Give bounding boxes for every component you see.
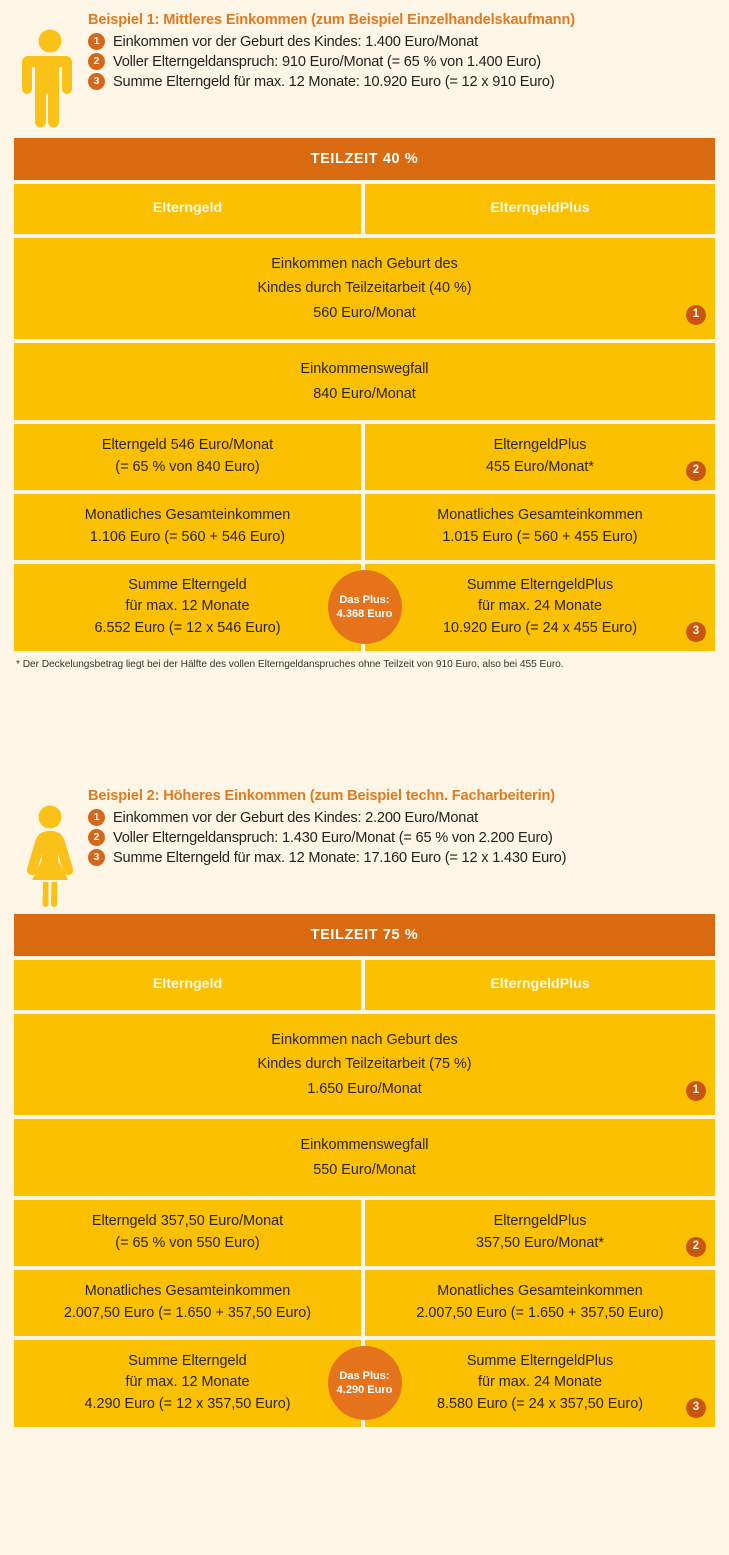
sum-elterngeldplus-line-2: für max. 24 Monate — [478, 1374, 602, 1391]
sum-elterngeld-line-2: für max. 12 Monate — [125, 1374, 250, 1391]
column-header-elterngeldplus: ElterngeldPlus — [490, 200, 590, 216]
bullet-number-badge: 2 — [88, 53, 105, 70]
income-after-birth-line-1: Einkommen nach Geburt des — [271, 255, 458, 272]
teilzeit-band: TEILZEIT 40 % — [14, 138, 715, 180]
das-plus-value: 4.368 Euro — [336, 608, 393, 621]
income-loss-amount: 550 Euro/Monat — [313, 1161, 416, 1178]
benefit-elterngeldplus-line-2: 357,50 Euro/Monat* — [475, 1234, 604, 1251]
benefit-elterngeldplus-line-1: ElterngeldPlus — [493, 437, 587, 453]
income-after-birth-line-2: Kindes durch Teilzeitarbeit (75 %) — [257, 1056, 472, 1073]
sum-elterngeldplus-line-2: für max. 24 Monate — [478, 598, 602, 615]
footnote-1: * Der Deckelungsbetrag liegt bei der Hälfte des vollen Elterngeldanspruches ohne Teilzeit von 910 Euro, also bei 455 Euro. — [16, 659, 564, 671]
example-2-header — [0, 776, 729, 914]
header-bullet-2 — [88, 829, 715, 846]
sum-elterngeldplus-cell — [365, 1340, 715, 1428]
total-monthly-label: Monatliches Gesamteinkommen — [437, 506, 643, 523]
step-marker-3: 3 — [686, 1398, 706, 1418]
benefit-elterngeld-line-2: (= 65 % von 550 Euro) — [115, 1234, 260, 1251]
header-bullet-2 — [88, 53, 715, 70]
total-monthly-row — [14, 1270, 715, 1336]
comparison-table-2 — [0, 914, 729, 1427]
footnote-2 — [0, 1427, 729, 1439]
benefit-elterngeld-cell — [14, 1200, 361, 1266]
sum-elterngeld-cell — [14, 1340, 361, 1428]
income-after-birth-row — [14, 1014, 715, 1115]
total-monthly-elterngeldplus-cell — [365, 1270, 715, 1336]
bullet-number-badge: 1 — [88, 809, 105, 826]
benefit-row — [14, 1200, 715, 1266]
sum-elterngeld-cell — [14, 564, 361, 652]
total-monthly-elterngeld-cell — [14, 1270, 361, 1336]
example-1-header — [0, 0, 729, 138]
total-monthly-elterngeld-cell — [14, 494, 361, 560]
sum-elterngeldplus-line-1: Summe ElterngeldPlus — [466, 1352, 614, 1369]
total-monthly-row — [14, 494, 715, 560]
bullet-number-badge: 3 — [88, 73, 105, 90]
comparison-table-1 — [0, 138, 729, 651]
bullet-text: Voller Elterngeldanspruch: 1.430 Euro/Monat (= 65 % von 2.200 Euro) — [113, 829, 553, 846]
step-marker-1: 1 — [686, 305, 706, 325]
example-panel-1 — [0, 0, 729, 776]
benefit-elterngeld-line-1: Elterngeld 546 Euro/Monat — [101, 437, 274, 453]
step-marker-1: 1 — [686, 1081, 706, 1101]
benefit-elterngeld-line-1: Elterngeld 357,50 Euro/Monat — [91, 1213, 284, 1229]
example-panel-2 — [0, 776, 729, 1555]
benefit-elterngeld-line-2: (= 65 % von 840 Euro) — [115, 458, 260, 475]
header-bullet-1 — [88, 809, 715, 826]
income-loss-row — [14, 343, 715, 420]
benefit-elterngeld-cell — [14, 424, 361, 490]
column-header-elterngeld: Elterngeld — [152, 200, 223, 216]
income-after-birth-amount: 1.650 Euro/Monat — [307, 1080, 422, 1097]
das-plus-bubble — [328, 570, 402, 644]
sum-row — [14, 1340, 715, 1428]
column-header-elterngeldplus: ElterngeldPlus — [490, 976, 590, 992]
income-loss-row — [14, 1119, 715, 1196]
benefit-elterngeldplus-line-2: 455 Euro/Monat* — [485, 458, 594, 475]
total-monthly-amount: 1.015 Euro (= 560 + 455 Euro) — [442, 528, 638, 545]
sum-elterngeldplus-line-1: Summe ElterngeldPlus — [466, 576, 614, 593]
bullet-number-badge: 2 — [88, 829, 105, 846]
total-monthly-label: Monatliches Gesamteinkommen — [84, 1282, 291, 1299]
benefit-row — [14, 424, 715, 490]
example-title: Beispiel 1: Mittleres Einkommen (zum Beispiel Einzelhandelskaufmann) — [88, 12, 575, 28]
header-bullet-1 — [88, 33, 715, 50]
income-after-birth-row — [14, 238, 715, 339]
column-header-row — [14, 184, 715, 234]
column-header-row — [14, 960, 715, 1010]
sum-elterngeldplus-amount: 8.580 Euro (= 24 x 357,50 Euro) — [436, 1396, 643, 1413]
sum-row — [14, 564, 715, 652]
sum-elterngeldplus-cell — [365, 564, 715, 652]
income-loss-label: Einkommenswegfall — [300, 361, 429, 378]
income-loss-label: Einkommenswegfall — [300, 1137, 429, 1154]
bullet-text: Einkommen vor der Geburt des Kindes: 2.200 Euro/Monat — [113, 809, 478, 826]
bullet-text: Summe Elterngeld für max. 12 Monate: 17.160 Euro (= 12 x 1.430 Euro) — [113, 849, 567, 866]
benefit-elterngeldplus-line-1: ElterngeldPlus — [493, 1213, 587, 1229]
das-plus-value: 4.290 Euro — [336, 1384, 393, 1397]
sum-elterngeld-amount: 6.552 Euro (= 12 x 546 Euro) — [94, 620, 281, 637]
total-monthly-amount: 2.007,50 Euro (= 1.650 + 357,50 Euro) — [63, 1304, 312, 1321]
step-marker-2: 2 — [686, 461, 706, 481]
benefit-elterngeldplus-cell — [365, 1200, 715, 1266]
female-person-icon — [14, 788, 86, 908]
income-after-birth-line-1: Einkommen nach Geburt des — [271, 1031, 458, 1048]
benefit-elterngeldplus-cell — [365, 424, 715, 490]
bullet-text: Summe Elterngeld für max. 12 Monate: 10.920 Euro (= 12 x 910 Euro) — [113, 73, 555, 90]
step-marker-3: 3 — [686, 622, 706, 642]
teilzeit-band: TEILZEIT 75 % — [14, 914, 715, 956]
example-title: Beispiel 2: Höheres Einkommen (zum Beispiel techn. Facharbeiterin) — [88, 788, 555, 804]
total-monthly-amount: 2.007,50 Euro (= 1.650 + 357,50 Euro) — [416, 1304, 664, 1321]
das-plus-label: Das Plus: — [339, 593, 390, 606]
bullet-number-badge: 1 — [88, 33, 105, 50]
das-plus-bubble — [328, 1346, 402, 1420]
total-monthly-label: Monatliches Gesamteinkommen — [84, 506, 291, 523]
total-monthly-amount: 1.106 Euro (= 560 + 546 Euro) — [89, 528, 286, 545]
header-bullet-3 — [88, 73, 715, 90]
bullet-number-badge: 3 — [88, 849, 105, 866]
male-person-icon — [14, 12, 86, 132]
income-loss-amount: 840 Euro/Monat — [313, 385, 416, 402]
sum-elterngeldplus-amount: 10.920 Euro (= 24 x 455 Euro) — [443, 620, 637, 637]
sum-elterngeld-line-1: Summe Elterngeld — [128, 1352, 247, 1369]
income-after-birth-amount: 560 Euro/Monat — [313, 304, 416, 321]
das-plus-label: Das Plus: — [339, 1369, 390, 1382]
sum-elterngeld-line-2: für max. 12 Monate — [125, 598, 250, 615]
sum-elterngeld-line-1: Summe Elterngeld — [128, 576, 247, 593]
bullet-text: Einkommen vor der Geburt des Kindes: 1.400 Euro/Monat — [113, 33, 478, 50]
income-after-birth-line-2: Kindes durch Teilzeitarbeit (40 %) — [257, 280, 472, 297]
column-header-elterngeld: Elterngeld — [152, 976, 223, 992]
total-monthly-label: Monatliches Gesamteinkommen — [437, 1282, 643, 1299]
total-monthly-elterngeldplus-cell — [365, 494, 715, 560]
bullet-text: Voller Elterngeldanspruch: 910 Euro/Monat (= 65 % von 1.400 Euro) — [113, 53, 541, 70]
sum-elterngeld-amount: 4.290 Euro (= 12 x 357,50 Euro) — [84, 1396, 291, 1413]
header-bullet-3 — [88, 849, 715, 866]
step-marker-2: 2 — [686, 1237, 706, 1257]
